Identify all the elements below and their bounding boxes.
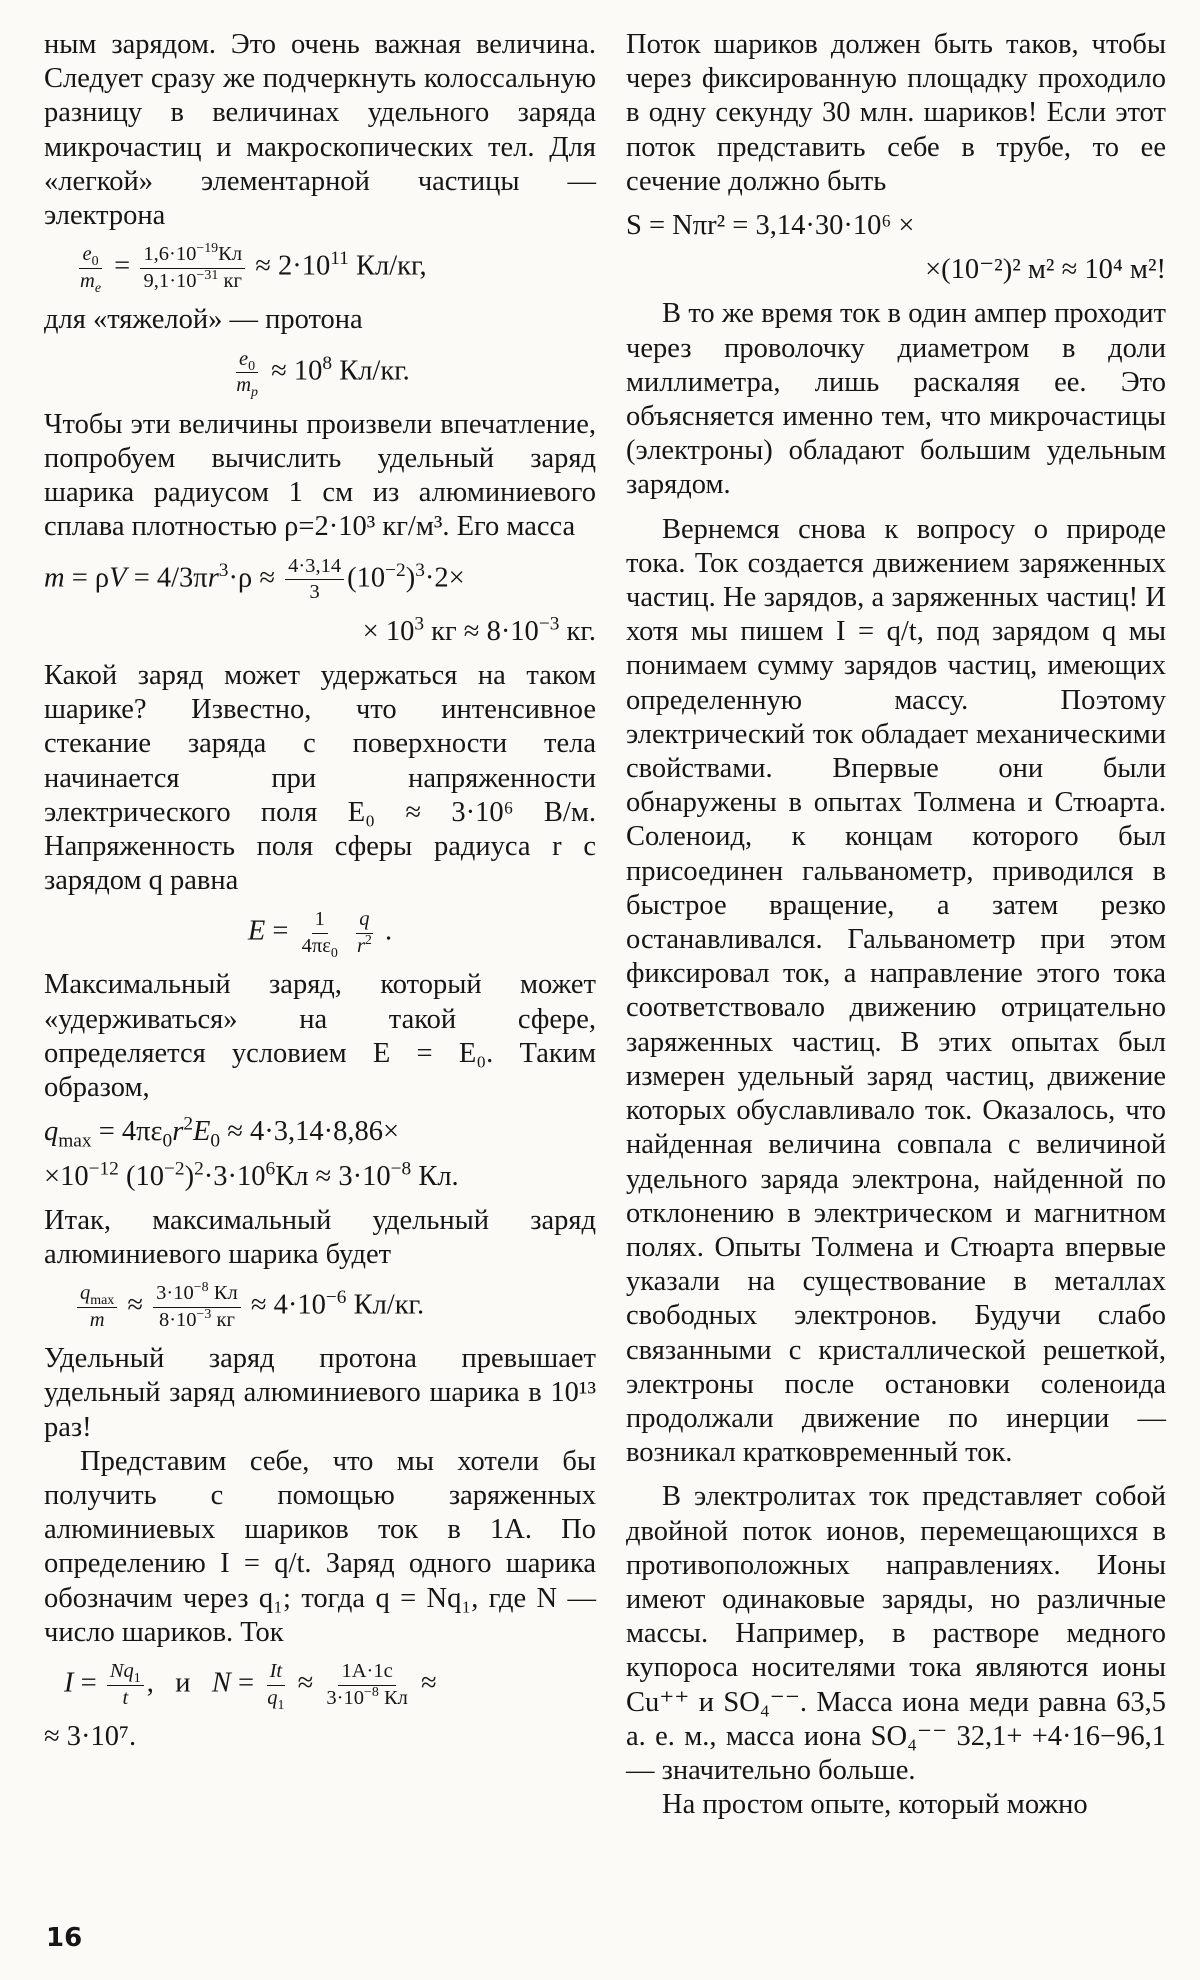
equation-ball-mass-cont: × $10^3$ кг ≈ $8\cdot 10^{-3}$ кг. bbox=[362, 613, 596, 647]
equation-electron-specific-charge: $\frac{e_0}{m_e}$ = $\frac{1,6\cdot 10^{-19}Кл}{9,1\cdot 10^{-31} кг}$ ≈ $2\cdot 10^{11}$ Кл/кг, bbox=[80, 241, 427, 296]
paragraph: Вернемся снова к вопросу о природе тока. Ток создается движением заряженных частиц. Не зарядов, а заряженных частиц! И хотя мы пишем I = q/t, под зарядом q мы понимаем сумму зарядов частиц, имеющих определенную массу. Поэтому электрический ток обладает механическими свойствами. Впервые они были обнаружены в опытах Толмена и Стюарта. Соленоид, к концам которого был присоединен гальванометр, приводился в быстрое вращение, а затем резко останавливался. Гальванометр при этом фиксировал ток, а направление этого тока соответствовало движению отрицательно заряженных частиц. В этих опытах был измерен удельный заряд частиц, движение которых обуславливало ток. Оказалось, что найденная величина совпала с величиной удельного заряда электрона, найденной по отклонению в электрическом и магнитном полях. Опыты Толмена и Стюарта впервые указали на существование в металлах свободных электронов. Будучи слабо связанными с кристаллической решеткой, электроны после остановки соленоида продолжали движение по инерции — возникал кратковременный ток. bbox=[626, 513, 1166, 1469]
equation-ball-specific-charge: $\frac{q_{max}}{m}$ ≈ $\frac{3\cdot 10^{-8} Кл}{8\cdot 10^{-3} кг}$ ≈ $4\cdot 10^{-6}$ Кл/кг. bbox=[44, 1282, 596, 1332]
paragraph: В то же время ток в один ампер проходит через проволочку диаметром в доли миллиметра, лишь раскаляя ее. Это объясняется именно тем, что микрочастицы (электроны) обладают большим удельным зарядом. bbox=[626, 298, 1166, 501]
equation-qmax: $q_{max} = 4\pi\varepsilon_0r^2E_0 \approx 4\cdot 3,14\cdot 8,86\times$ bbox=[44, 1113, 400, 1152]
paragraph: Какой заряд может удержаться на таком шарике? Известно, что интенсивное стекание заряда с поверхности тела начинается при напряженности электрического поля E₀ ≈ 3·10⁶ В/м. Напряженность поля сферы радиуса r с зарядом q равна bbox=[44, 659, 596, 897]
equation-field-sphere: E = $\frac{1}{4\pi\varepsilon_0}$ $\frac{q}{r^2}$ . bbox=[247, 908, 393, 961]
equation-current-count-result: ≈ 3·10⁷. bbox=[44, 1721, 137, 1753]
paragraph: для «тяжелой» — протона bbox=[44, 304, 363, 336]
paragraph: На простом опыте, который можно bbox=[662, 1789, 1088, 1821]
paragraph: Поток шариков должен быть таков, чтобы через фиксированную площадку проходило в одну секунду 30 млн. шариков! Если этот поток представить себе в трубе, то ее сечение должно быть bbox=[626, 29, 1166, 197]
right-column bbox=[626, 28, 1166, 1822]
equation-proton-specific-charge: $\frac{e_0}{m_p}$ ≈ $10^8$ Кл/кг. bbox=[236, 347, 410, 401]
paragraph: Чтобы эти величины произвели впечатление, попробуем вычислить удельный заряд шарика радиусом 1 см из алюминиевого сплава плотностью ρ=2·10³ кг/м³. Его масса bbox=[44, 408, 596, 543]
equation-tube-section-cont: ×(10⁻²)² м² ≈ 10⁴ м²! bbox=[925, 254, 1166, 286]
paragraph: Итак, максимальный удельный заряд алюминиевого шарика будет bbox=[44, 1204, 596, 1270]
paragraph: Максимальный заряд, который может «удерживаться» на такой сфере, определяется условием E = E₀. Таким образом, bbox=[44, 969, 596, 1104]
paragraph: Представим себе, что мы хотели бы получить с помощью заряженных алюминиевых шариков ток в 1А. По определению I = q/t. Заряд одного шарика обозначим через q₁; тогда q = Nq₁, где N — число шариков. Ток bbox=[44, 1445, 596, 1648]
left-column bbox=[44, 28, 596, 1754]
equation-ball-mass: $m = \rho V = 4/3\pi r^3\cdot\rho$ ≈ $\frac{4\cdot 3,14}{3}$ $(10^{-2})^3\cdot 2\times$ bbox=[44, 554, 465, 604]
equation-tube-section: S = Nπr² = 3,14·30·10⁶ × bbox=[626, 210, 915, 242]
equation-current-count: I = $\frac{Nq_1}{t}$ , и N = $\frac{It}{q_1}$ ≈ $\frac{1А\cdot 1с}{3\cdot 10^{-8} Кл}$ ≈ bbox=[64, 1660, 437, 1713]
paragraph: В электролитах ток представляет собой двойной поток ионов, перемещающихся в противоположных направлениях. Ионы имеют одинаковые заряды, но различные массы. Например, в растворе медного купороса носителями тока являются ионы Cu⁺⁺ и SO₄⁻⁻. Масса иона меди равна 63,5 а. е. м., масса иона SO₄⁻⁻ 32,1+ +4·16−96,1 — значительно больше. bbox=[626, 1481, 1166, 1786]
paragraph: ным зарядом. Это очень важная величина. Следует сразу же подчеркнуть колоссальную разницу в величинах удельного заряда микрочастиц и макроскопических тел. Для «легкой» элементарной частицы — электрона bbox=[44, 29, 596, 232]
paragraph: Удельный заряд протона превышает удельный заряд алюминиевого шарика в 10¹³ раз! bbox=[44, 1343, 596, 1443]
equation-qmax-cont: $\times 10^{-12}$ $(10^{-2})^2\cdot 3\cdot 10^6Кл \approx 3\cdot 10^{-8}$ Кл. bbox=[44, 1158, 459, 1192]
page-number: 16 bbox=[46, 1923, 83, 1953]
